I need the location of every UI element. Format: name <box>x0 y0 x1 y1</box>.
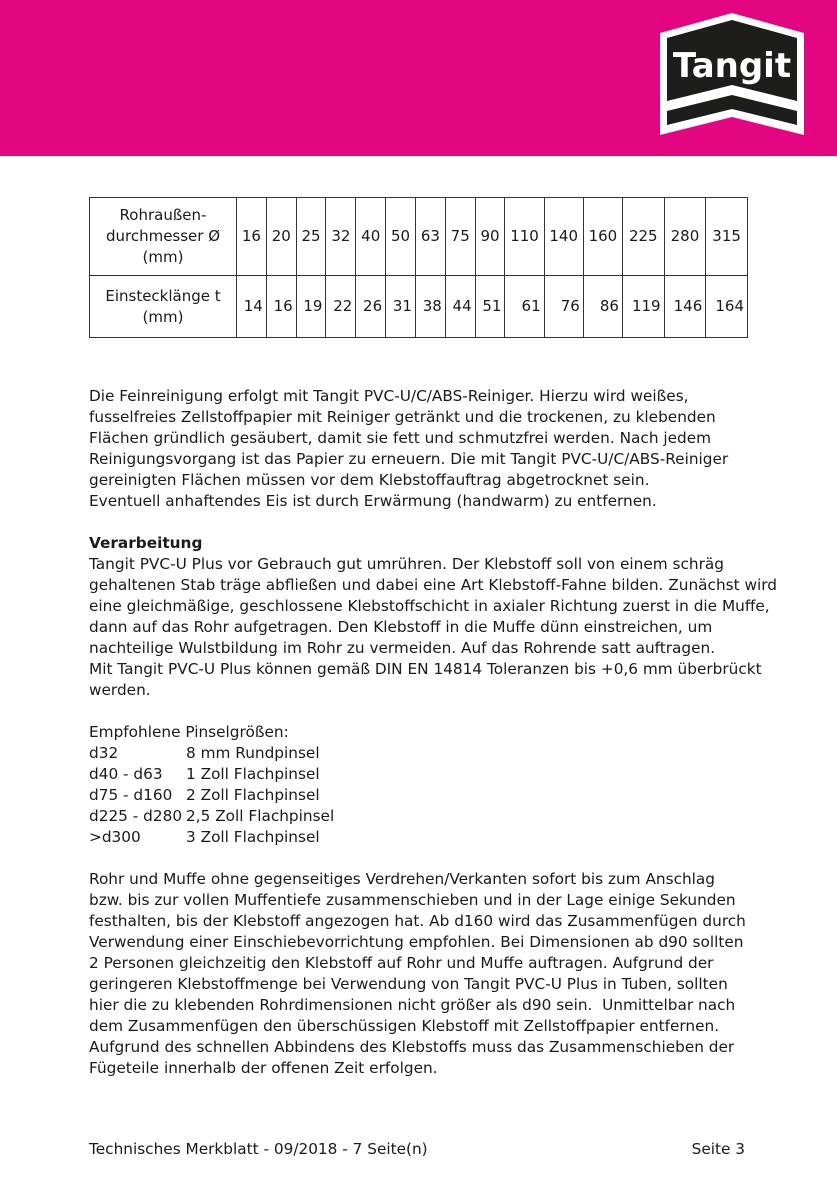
diameter-cell: 315 <box>706 198 748 276</box>
diameter-cell: 16 <box>237 198 267 276</box>
table-row-diameter <box>90 198 748 276</box>
heading-verarbeitung: Verarbeitung <box>89 534 203 552</box>
insertion-length-cell: 26 <box>356 276 386 338</box>
table-row-insertion-length <box>90 276 748 338</box>
list-item <box>89 806 334 827</box>
brush-size-list <box>89 743 334 848</box>
footer-document-info: Technisches Merkblatt - 09/2018 - 7 Seite(n) <box>89 1140 428 1158</box>
insertion-length-cell: 146 <box>664 276 706 338</box>
paragraph-cleaning: Die Feinreinigung erfolgt mit Tangit PVC-U/C/ABS-Reiniger. Hierzu wird weißes, fusselfreies Zellstoffpapier mit Reiniger getränkt und die trockenen, zu klebenden Flächen gründlich gesäubert, damit sie fett und schmutzfrei werden. Nach jedem Reinigungsvorgang ist das Papier zu erneuern. Die mit Tangit PVC-U/C/ABS-Reiniger gereinigten Flächen müssen vor dem Klebstoffauftrag abgetrocknet sein. Eventuell anhaftendes Eis ist durch Erwärmung (handwarm) zu entfernen. <box>89 387 729 510</box>
brush-dimension: >d300 <box>89 828 141 846</box>
brush-dimension: d40 - d63 <box>89 765 163 783</box>
diameter-cell: 50 <box>386 198 416 276</box>
insertion-length-cell: 119 <box>622 276 664 338</box>
insertion-length-cell: 76 <box>544 276 583 338</box>
diameter-cell: 140 <box>544 198 583 276</box>
diameter-cell: 110 <box>505 198 544 276</box>
brush-dimension: d225 - d280 <box>89 807 183 825</box>
diameter-cell: 20 <box>266 198 296 276</box>
pipe-dimension-table <box>89 197 748 338</box>
diameter-cell: 25 <box>296 198 326 276</box>
row-label-insertion-length: Einstecklänge t (mm) <box>90 276 237 338</box>
insertion-length-cell: 19 <box>296 276 326 338</box>
insertion-length-cell: 14 <box>237 276 267 338</box>
logo-text: Tangit <box>672 46 792 86</box>
brush-type: 8 mm Rundpinsel <box>186 744 320 762</box>
brush-type: 3 Zoll Flachpinsel <box>186 828 320 846</box>
footer-page-number: Seite 3 <box>691 1140 745 1158</box>
brush-type: 1 Zoll Flachpinsel <box>186 765 320 783</box>
diameter-cell: 225 <box>622 198 664 276</box>
paragraph-joining: Rohr und Muffe ohne gegenseitiges Verdrehen/Verkanten sofort bis zum Anschlag bzw. bis zur vollen Muffentiefe zusammenschieben und in der Lage einige Sekunden festhalten, bis der Klebstoff angezogen hat. Ab d160 wird das Zusammenfügen durch Verwendung einer Einschiebevorrichtung empfohlen. Bei Dimensionen ab d90 sollten 2 Personen gleichzeitig den Klebstoff auf Rohr und Muffe auftragen. Aufgrund der geringeren Klebstoffmenge bei Verwendung von Tangit PVC-U Plus in Tuben, sollten hier die zu klebenden Rohrdimensionen nicht größer als d90 sein. Unmittelbar nach dem Zusammenfügen den überschüssigen Klebstoff mit Zellstoffpapier entfernen. Aufgrund des schnellen Abbindens des Klebstoffs muss das Zusammenschieben der Fügeteile innerhalb der offenen Zeit erfolgen. <box>89 870 746 1077</box>
insertion-length-cell: 164 <box>706 276 748 338</box>
insertion-length-cell: 61 <box>505 276 544 338</box>
list-item <box>89 785 334 806</box>
list-item <box>89 743 334 764</box>
insertion-length-cell: 38 <box>415 276 445 338</box>
diameter-cell: 32 <box>326 198 356 276</box>
brush-type: 2 Zoll Flachpinsel <box>186 786 320 804</box>
diameter-cell: 160 <box>583 198 622 276</box>
brush-type: 2,5 Zoll Flachpinsel <box>186 807 335 825</box>
brush-dimension: d75 - d160 <box>89 786 173 804</box>
insertion-length-cell: 22 <box>326 276 356 338</box>
row-label-diameter: Rohraußen- durchmesser Ø (mm) <box>90 198 237 276</box>
insertion-length-cell: 51 <box>475 276 505 338</box>
brush-dimension: d32 <box>89 744 119 762</box>
diameter-cell: 280 <box>664 198 706 276</box>
brush-sizes-heading: Empfohlene Pinselgrößen: <box>89 723 289 741</box>
list-item <box>89 764 334 785</box>
insertion-length-cell: 44 <box>445 276 475 338</box>
diameter-cell: 75 <box>445 198 475 276</box>
insertion-length-cell: 16 <box>266 276 296 338</box>
diameter-cell: 40 <box>356 198 386 276</box>
tangit-logo <box>660 13 804 135</box>
insertion-length-cell: 31 <box>386 276 416 338</box>
list-item <box>89 827 334 848</box>
paragraph-processing: Tangit PVC-U Plus vor Gebrauch gut umrühren. Der Klebstoff soll von einem schräg gehaltenen Stab träge abfließen und dabei eine Art Klebstoff-Fahne bilden. Zunächst wird eine gleichmäßige, geschlossene Klebstoffschicht in axialer Richtung zuerst in die Muffe, dann auf das Rohr aufgetragen. Den Klebstoff in die Muffe dünn einstreichen, um nachteilige Wulstbildung im Rohr zu vermeiden. Auf das Rohrende satt auftragen. Mit Tangit PVC-U Plus können gemäß DIN EN 14814 Toleranzen bis +0,6 mm überbrückt werden. <box>89 555 777 699</box>
diameter-cell: 90 <box>475 198 505 276</box>
insertion-length-cell: 86 <box>583 276 622 338</box>
diameter-cell: 63 <box>415 198 445 276</box>
